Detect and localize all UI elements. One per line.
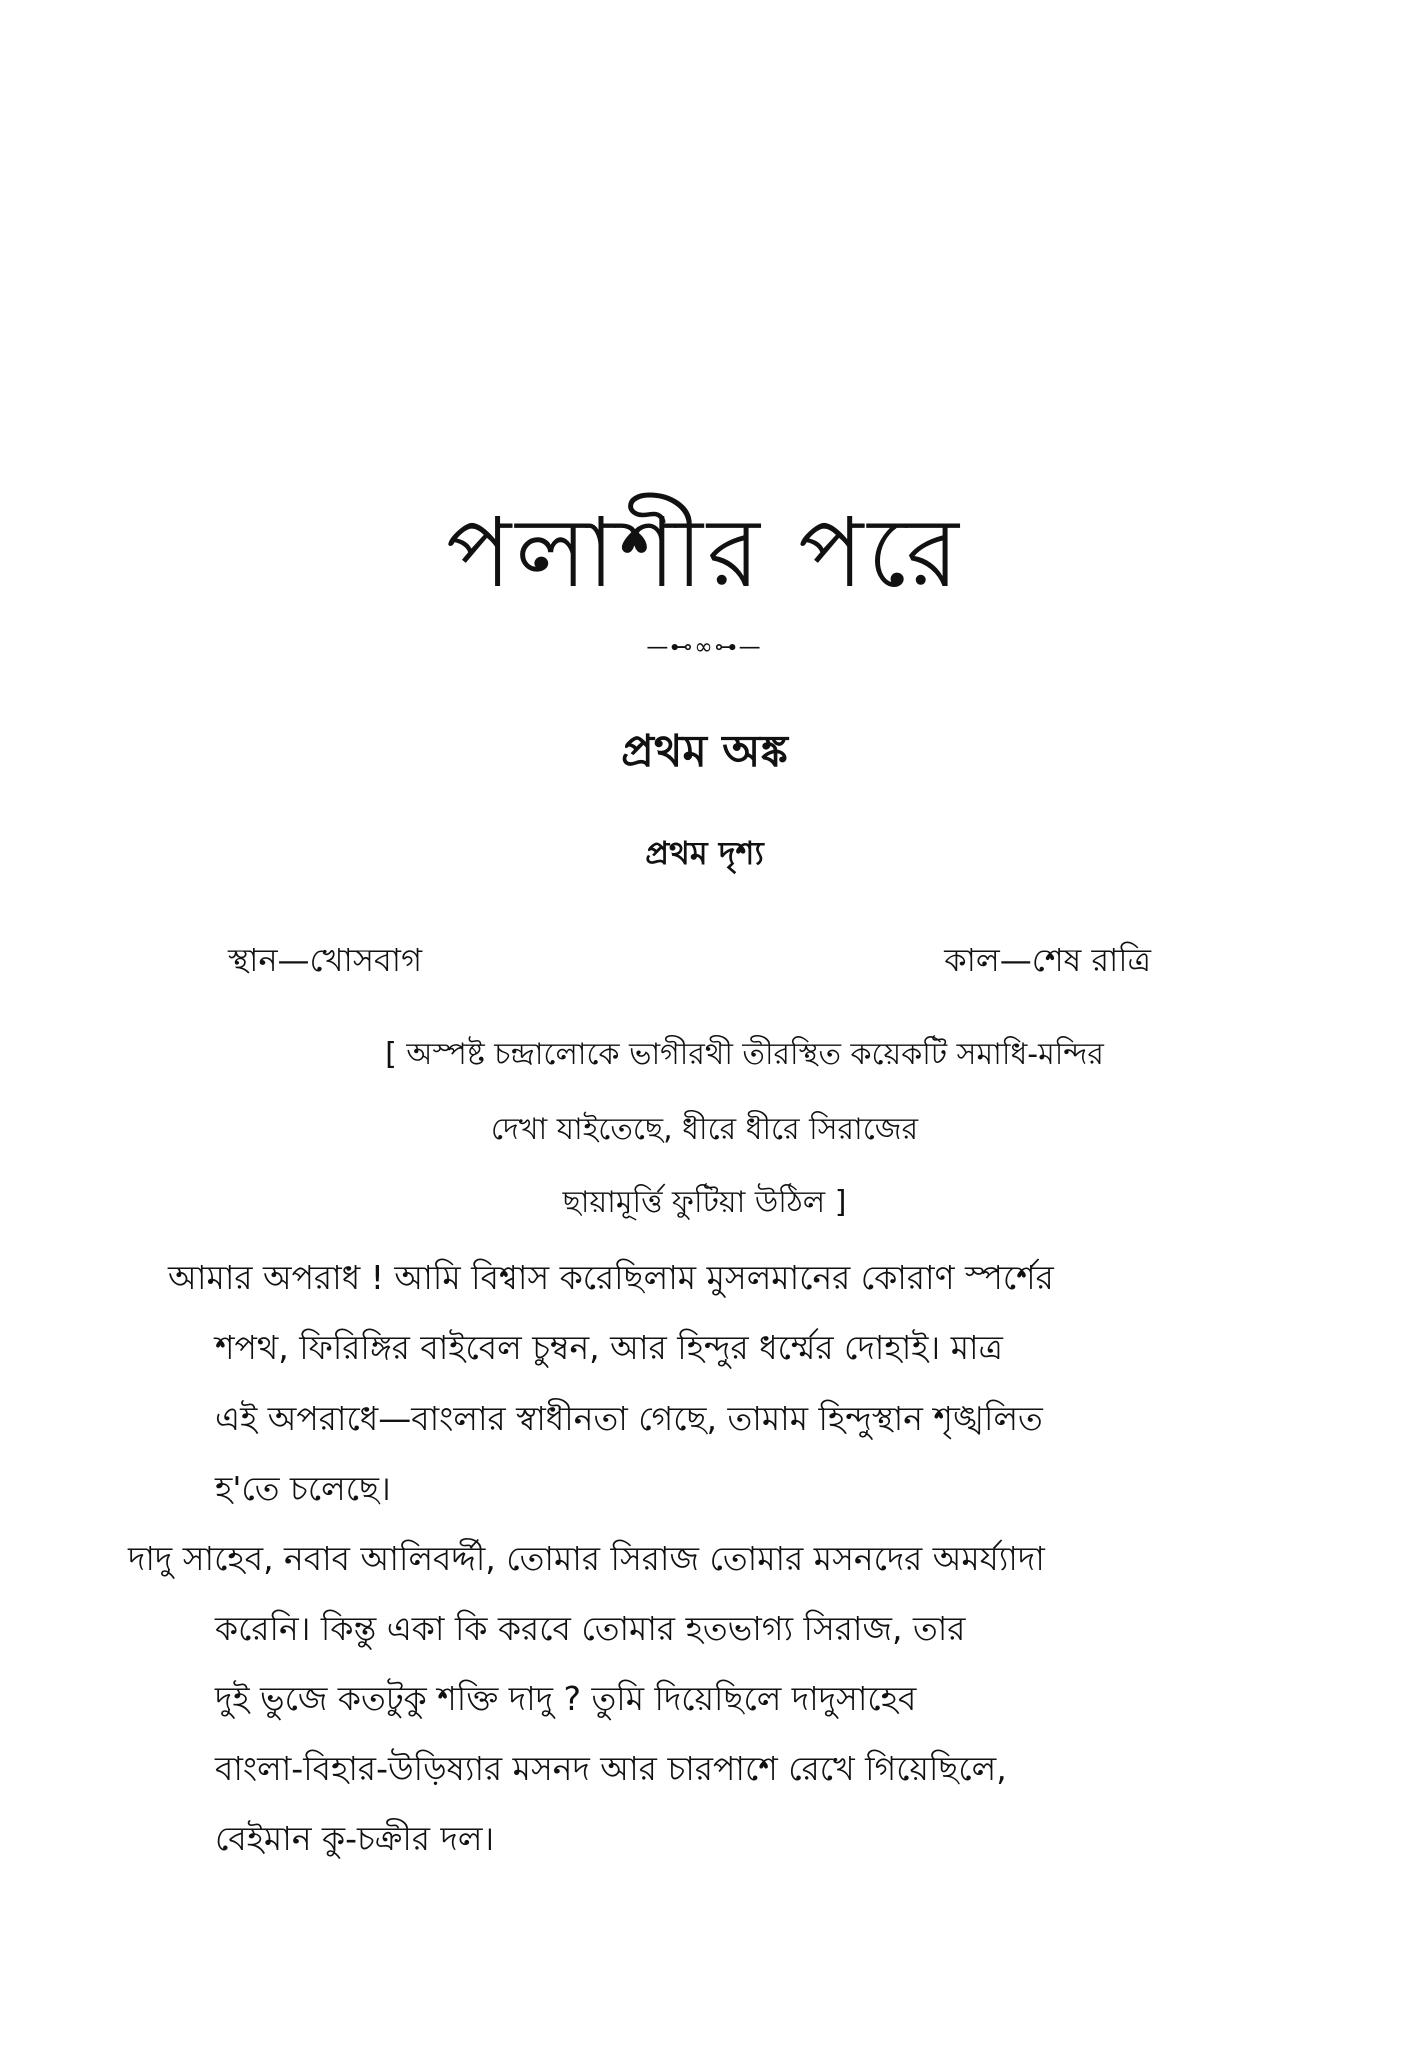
stage-direction-line: [ অস্পষ্ট চন্দ্রালোকে ভাগীরথী তীরস্থিত কয়েকটি সমাধি-মন্দির xyxy=(385,1037,1104,1072)
setting-place: স্থান—খোসবাগ xyxy=(228,941,423,979)
setting-time: কাল—শেষ রাত্রি xyxy=(944,941,1151,979)
speech-line: বেইমান কু-চক্রীর দল। xyxy=(215,1819,495,1858)
scene-heading: প্রথম দৃশ্য xyxy=(645,834,764,872)
speech-line: করেনি। কিন্তু একা কি করবে তোমার হতভাগ্য সিরাজ, তার xyxy=(215,1609,966,1648)
speech-line: আমার অপরাধ ! আমি বিশ্বাস করেছিলাম মুসলমানের কোরাণ স্পর্শের xyxy=(168,1258,1054,1297)
stage-direction-line: ছায়ামূর্ত্তি ফুটিয়া উঠিল ] xyxy=(562,1185,847,1220)
speech-line: এই অপরাধে—বাংলার স্বাধীনতা গেছে, তামাম হিন্দুস্থান শৃঙ্খলিত xyxy=(215,1399,1043,1438)
play-title: পলাশীর পরে xyxy=(446,497,963,609)
title-ornament: —⊷∞⊶— xyxy=(646,635,763,660)
speech-line: শপথ, ফিরিঙ্গির বাইবেল চুম্বন, আর হিন্দুর ধর্ম্মের দোহাই। মাত্র xyxy=(215,1328,1003,1367)
speech-line: দাদু সাহেব, নবাব আলিবর্দ্দী, তোমার সিরাজ তোমার মসনদের অমর্য্যাদা xyxy=(128,1539,1045,1578)
stage-direction-line: দেখা যাইতেছে, ধীরে ধীরে সিরাজের xyxy=(490,1112,919,1147)
speech-line: হ'তে চলেছে। xyxy=(215,1469,391,1508)
act-heading: প্রথম অঙ্ক xyxy=(621,726,788,777)
speech-line: দুই ভুজে কতটুকু শক্তি দাদু ? তুমি দিয়েছিলে দাদুসাহেব xyxy=(215,1679,917,1718)
speech-line: বাংলা-বিহার-উড়িষ্যার মসনদ আর চারপাশে রেখে গিয়েছিলে, xyxy=(215,1749,1007,1788)
